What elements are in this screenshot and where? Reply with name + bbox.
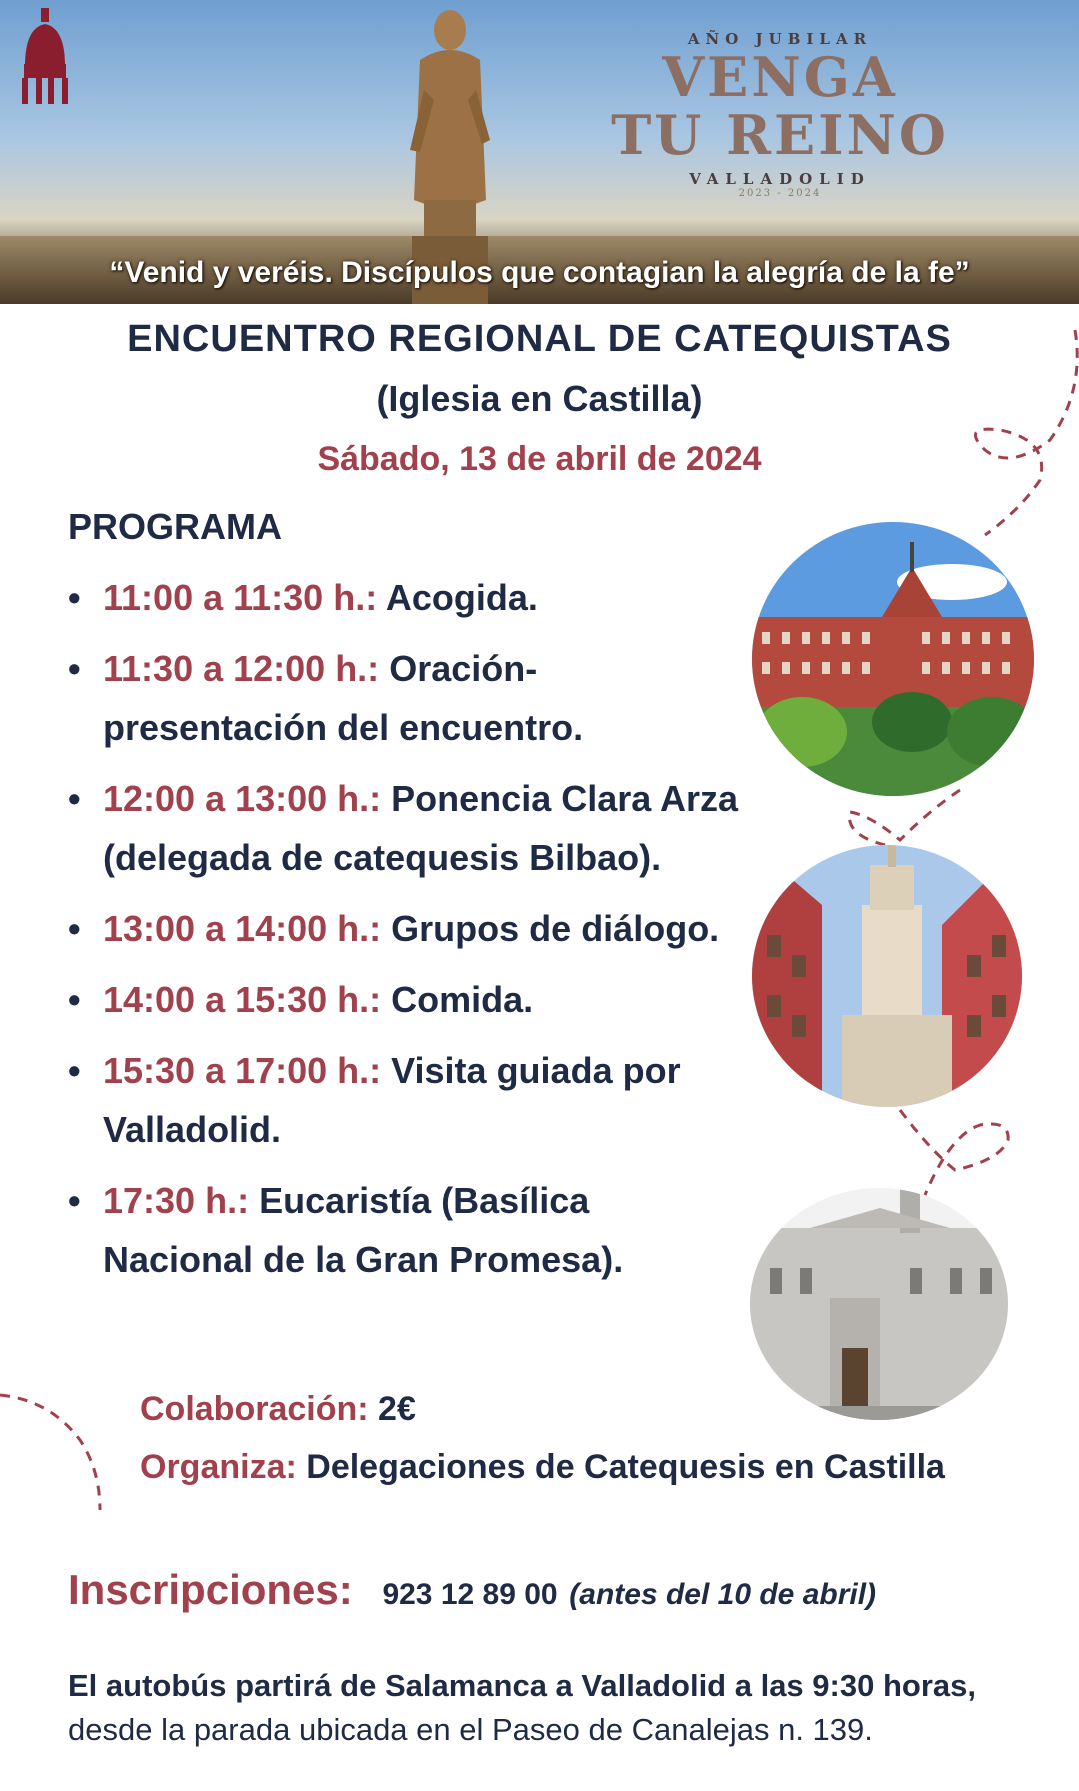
program-desc: Comida. [391,979,534,1020]
university-building-photo [752,522,1034,796]
program-time: 13:00 a 14:00 h.: [103,908,382,949]
bus-info-line2: desde la parada ubicada en el Paseo de Canalejas n. 139. [68,1712,873,1747]
cathedral-logo-icon [10,6,80,116]
jubilee-line2: TU REINO [611,103,949,167]
program-desc: Acogida. [385,577,538,618]
program-time: 15:30 a 17:00 h.: [103,1050,382,1091]
collaboration-value: 2€ [378,1390,416,1428]
list-item [68,1171,748,1289]
jubilee-years: 2023 - 2024 [738,188,822,199]
program-desc: Ponencia Clara Arza (delegada de catequesis Bilbao). [103,778,738,878]
registration-deadline: (antes del 10 de abril) [569,1578,877,1611]
program-time: 12:00 a 13:00 h.: [103,778,382,819]
list-item [68,568,748,627]
program-time: 14:00 a 15:30 h.: [103,979,382,1020]
organizer-line [140,1448,945,1487]
program-time: 11:00 a 11:30 h.: [103,577,378,618]
header-banner [0,0,1079,304]
event-date: Sábado, 13 de abril de 2024 [317,440,762,478]
program-list [68,568,748,1301]
basilica-photo [750,1188,1008,1420]
registration-phone: 923 12 89 00 [382,1578,558,1611]
list-item [68,1041,748,1159]
cathedral-street-photo [752,845,1022,1107]
motto: “Venid y veréis. Discípulos que contagian la alegría de la fe” [109,256,970,289]
registration-label: Inscripciones: [68,1566,353,1613]
registration-line [68,1566,876,1614]
jubilee-small-title: AÑO JUBILAR [687,30,873,48]
event-title: ENCUENTRO REGIONAL DE CATEQUISTAS [127,318,952,360]
list-item [68,970,748,1029]
jubilee-line1: VENGA [662,45,898,109]
program-desc: Grupos de diálogo. [391,908,720,949]
organizer-label: Organiza: [140,1448,297,1486]
program-desc: Visita guiada por Valladolid. [103,1050,681,1150]
program-time: 17:30 h.: [103,1180,250,1221]
collaboration-label: Colaboración: [140,1390,369,1428]
event-subtitle: (Iglesia en Castilla) [376,378,703,419]
jubilee-city: VALLADOLID [689,170,871,188]
list-item [68,769,748,887]
program-heading: PROGRAMA [68,506,282,547]
organizer-value: Delegaciones de Catequesis en Castilla [306,1448,945,1486]
program-desc: Eucaristía (Basílica Nacional de la Gran Promesa). [103,1180,624,1280]
program-desc: Oración-presentación del encuentro. [103,648,584,748]
list-item [68,899,748,958]
jubilee-logo [600,30,960,199]
collaboration-line [140,1390,416,1429]
bus-info-line1: El autobús partirá de Salamanca a Valladolid a las 9:30 horas, [68,1668,976,1703]
list-item [68,639,748,757]
program-time: 11:30 a 12:00 h.: [103,648,380,689]
